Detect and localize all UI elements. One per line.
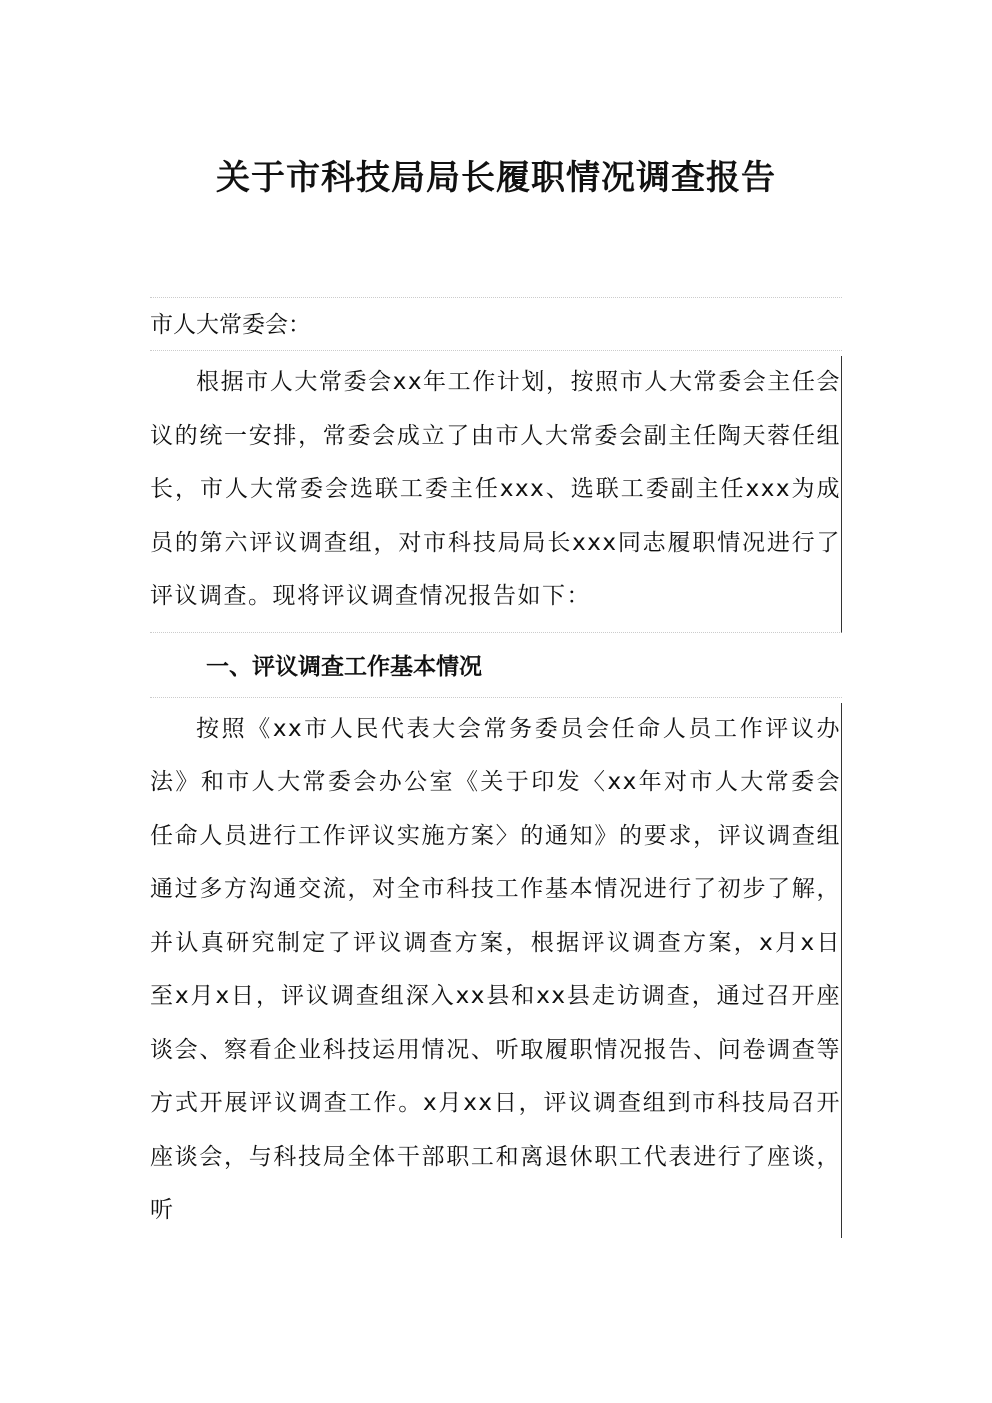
section-paragraph: 按照《xx市人民代表大会常务委员会任命人员工作评议办法》和市人大常委会办公室《关于印发〈xx年对市人大常委会任命人员进行工作评议实施方案〉的通知》的要求，评议调查组通过多方沟通交流，对全市科技工作基本情况进行了初步了解，并认真研究制定了评议调查方案，根据评议调查方案，x月x日至x月x日，评议调查组深入xx县和xx县走访调查，通过召开座谈会、察看企业科技运用情况、听取履职情况报告、问卷调查等方式开展评议调查工作。x月xx日，评议调查组到市科技局召开座谈会，与科技局全体干部职工和离退休职工代表进行了座谈，听 (150, 703, 842, 1238)
section-heading: 一、评议调查工作基本情况 (150, 633, 842, 698)
intro-paragraph: 根据市人大常委会xx年工作计划，按照市人大常委会主任会议的统一安排，常委会成立了由市人大常委会副主任陶天蓉任组长，市人大常委会选联工委主任xxx、选联工委副主任xxx为成员的第六评议调查组，对市科技局局长xxx同志履职情况进行了评议调查。现将评议调查情况报告如下： (150, 356, 842, 633)
salutation: 市人大常委会： (150, 297, 842, 351)
document-body (150, 297, 842, 1238)
document-title: 关于市科技局局长履职情况调查报告 (216, 158, 776, 198)
